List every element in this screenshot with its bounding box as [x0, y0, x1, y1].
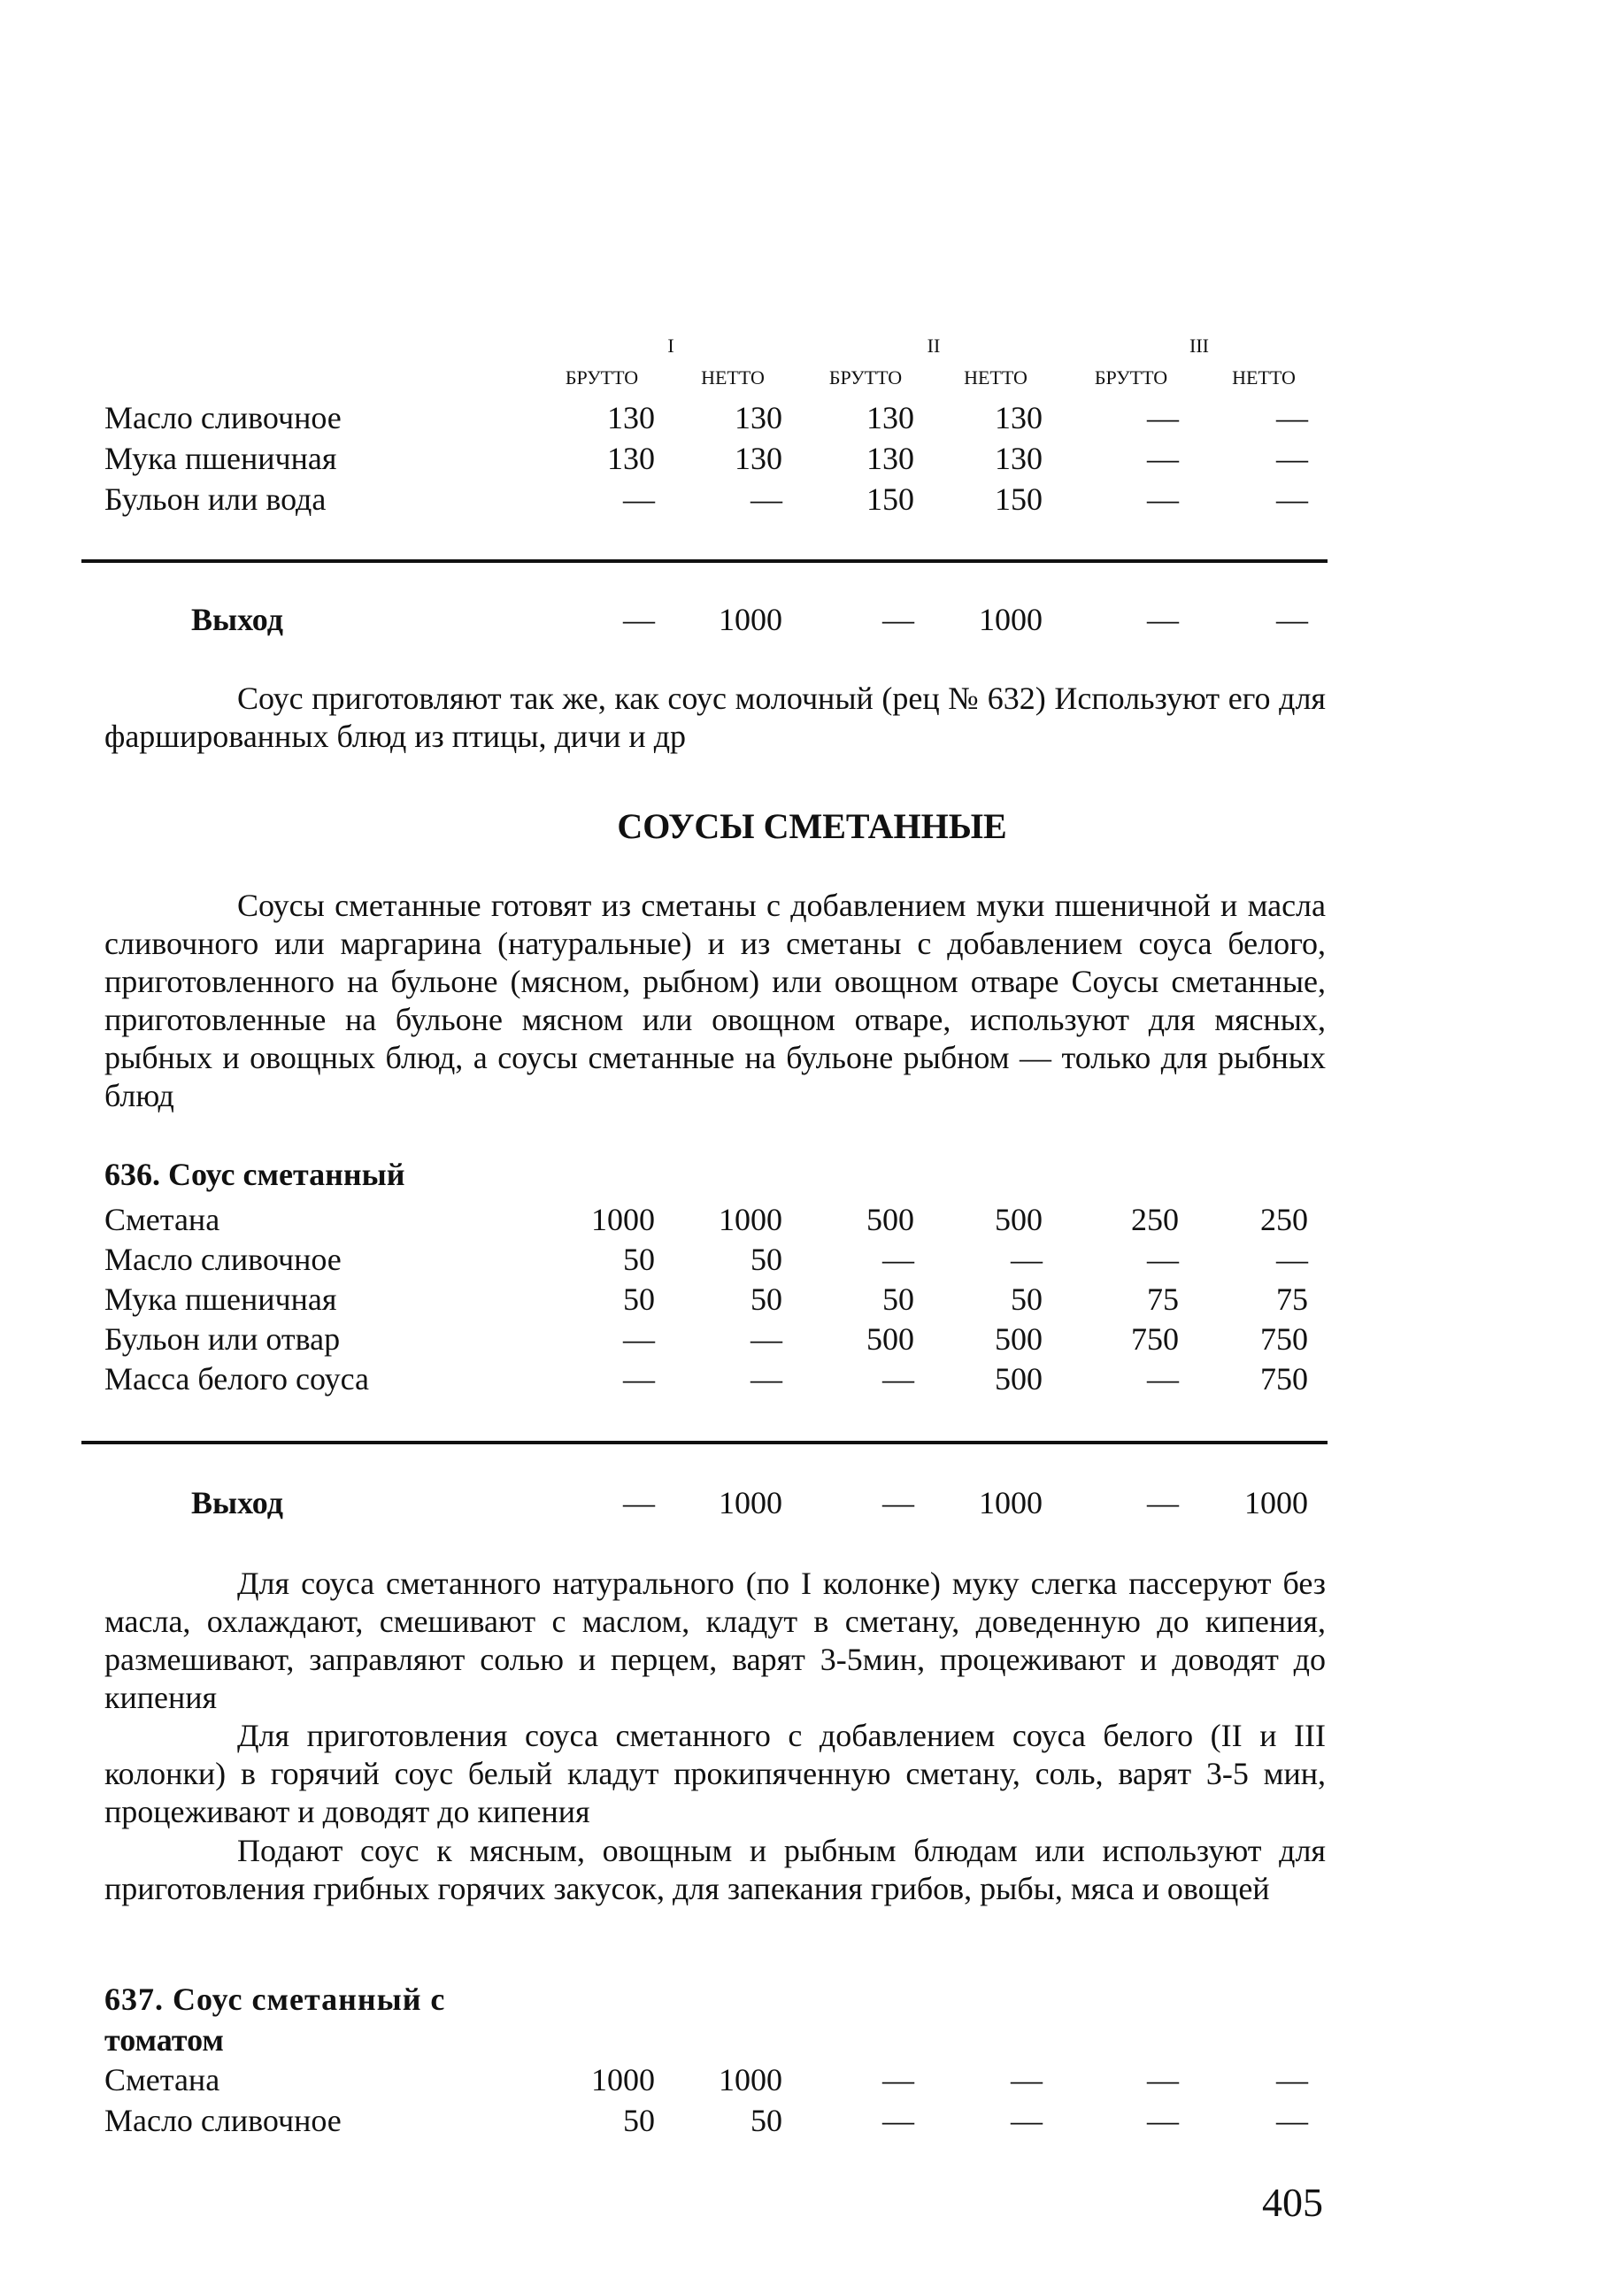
column-header: НЕТТО: [701, 366, 765, 389]
table-cell: 1000: [591, 2062, 655, 2097]
table-cell: 1000: [719, 2062, 782, 2097]
table-cell: —: [1276, 400, 1308, 435]
table-row: [0, 1238, 1624, 1281]
ingredient-name: Масло сливочное: [104, 2103, 342, 2138]
table-cell: 130: [995, 441, 1043, 476]
table-cell: 50: [623, 2103, 655, 2138]
table-cell: 130: [995, 400, 1043, 435]
paragraph: Для соуса сметанного натурального (по I колонке) муку слегка пассеруют без масла, охлаждают, смешивают с маслом, кладут в сметану, доведенную до кипения, размешивают, заправляют солью и перцем, варят 3-5мин, процеживают и доводят до кипения: [104, 1566, 1326, 1715]
table-cell: 250: [1260, 1202, 1308, 1237]
table-cell: —: [1147, 602, 1179, 637]
table-cell: —: [1147, 400, 1179, 435]
ingredient-name: Масло сливочное: [104, 400, 342, 435]
ingredient-name: Сметана: [104, 2062, 220, 2097]
table-cell: 130: [735, 441, 782, 476]
column-header: НЕТТО: [964, 366, 1028, 389]
table-cell: —: [623, 1485, 655, 1520]
table-cell: 500: [995, 1321, 1043, 1357]
table-cell: 75: [1276, 1281, 1308, 1317]
table-cell: —: [1011, 1242, 1043, 1277]
table-cell: —: [882, 2103, 914, 2138]
paragraph: Соус приготовляют так же, как соус молочный (рец № 632) Используют его для фаршированных блюд из птицы, дичи и др: [104, 681, 1326, 754]
column-header: БРУТТО: [1094, 366, 1168, 389]
table-row: [0, 1278, 1624, 1320]
table-cell: 500: [995, 1361, 1043, 1397]
table-cell: 750: [1260, 1361, 1308, 1397]
table-cell: —: [882, 2062, 914, 2097]
table-cell: 50: [623, 1242, 655, 1277]
table-cell: 50: [750, 1281, 782, 1317]
table-cell: 1000: [979, 1485, 1043, 1520]
table-cell: —: [1276, 2103, 1308, 2138]
table-cell: —: [1147, 481, 1179, 517]
table-cell: 1000: [719, 1485, 782, 1520]
table-cell: —: [750, 1361, 782, 1397]
table-cell: —: [750, 1321, 782, 1357]
column-header: БРУТТО: [565, 366, 639, 389]
roman-numeral-i: I: [667, 335, 674, 357]
table-cell: 1000: [719, 602, 782, 637]
table-cell: —: [882, 602, 914, 637]
page-number: 405: [1262, 2180, 1323, 2225]
ingredient-name: Масса белого соуса: [104, 1361, 370, 1397]
table-cell: —: [1147, 2103, 1179, 2138]
table-row: [0, 437, 1624, 480]
ingredient-name: Бульон или вода: [104, 481, 327, 517]
table-row: [0, 1358, 1624, 1400]
table-cell: 750: [1131, 1321, 1179, 1357]
table-cell: 130: [866, 441, 914, 476]
roman-numeral-ii: II: [927, 335, 941, 357]
ingredient-name: Мука пшеничная: [104, 441, 337, 476]
table-cell: —: [1011, 2103, 1043, 2138]
table-row: [0, 478, 1624, 520]
table-cell: 500: [866, 1321, 914, 1357]
table-cell: —: [882, 1485, 914, 1520]
recipe-title-continued: томатом: [104, 2022, 224, 2058]
paragraph: Для приготовления соуса сметанного с добавлением соуса белого (II и III колонки) в горячий соус белый кладут прокипяченную сметану, соль, варят 3-5 мин, процеживают и доводят до кипения: [104, 1718, 1326, 1829]
table-cell: 150: [866, 481, 914, 517]
table-cell: —: [1276, 441, 1308, 476]
table-rule: [81, 559, 1328, 563]
table-cell: 250: [1131, 1202, 1179, 1237]
table-cell: 500: [995, 1202, 1043, 1237]
yield-row: [0, 598, 1624, 641]
table-cell: 130: [866, 400, 914, 435]
table-cell: —: [623, 1321, 655, 1357]
ingredient-name: Бульон или отвар: [104, 1321, 341, 1357]
table-cell: —: [1276, 1242, 1308, 1277]
yield-label: Выход: [191, 602, 283, 637]
table-cell: —: [1147, 2062, 1179, 2097]
table-cell: —: [1147, 1242, 1179, 1277]
yield-row: [0, 1481, 1624, 1524]
column-header: БРУТТО: [828, 366, 903, 389]
table-cell: 50: [750, 1242, 782, 1277]
table-cell: —: [623, 602, 655, 637]
table-cell: 1000: [591, 1202, 655, 1237]
ingredient-name: Мука пшеничная: [104, 1281, 337, 1317]
table-row: [0, 2099, 1624, 2142]
recipe-title: 636. Соус сметанный: [104, 1157, 405, 1192]
section-heading: СОУСЫ СМЕТАННЫЕ: [617, 806, 1007, 846]
paragraph: Подают соус к мясным, овощным и рыбным блюдам или используют для приготовления грибных горячих закусок, для запекания грибов, рыбы, мяса и овощей: [104, 1833, 1326, 1906]
paragraph: Соусы сметанные готовят из сметаны с добавлением муки пшеничной и масла сливочного или маргарина (натуральные) и из сметаны с добавлением соуса белого, приготовленного на бульоне (мясном, рыбном) или овощном отваре Соусы сметанные, приготовленные на бульоне мясном или овощном отваре, используют для мясных, рыбных и овощных блюд, а соусы сметанные на бульоне рыбном — только для рыбных блюд: [104, 888, 1326, 1113]
table-cell: —: [750, 481, 782, 517]
column-header: НЕТТО: [1232, 366, 1296, 389]
table-cell: 75: [1147, 1281, 1179, 1317]
table-cell: 1000: [1244, 1485, 1308, 1520]
table-cell: 50: [882, 1281, 914, 1317]
table-cell: 1000: [979, 602, 1043, 637]
recipe-title: 637. Соус сметанный с: [104, 1982, 446, 2017]
table-cell: 50: [1011, 1281, 1043, 1317]
table-cell: 750: [1260, 1321, 1308, 1357]
table-cell: 500: [866, 1202, 914, 1237]
table-cell: —: [1276, 2062, 1308, 2097]
table-cell: 150: [995, 481, 1043, 517]
table-cell: —: [623, 1361, 655, 1397]
table-cell: —: [1276, 481, 1308, 517]
table-cell: 130: [607, 441, 655, 476]
table-row: [0, 1318, 1624, 1360]
table-rule: [81, 1441, 1328, 1444]
roman-numeral-iii: III: [1189, 335, 1209, 357]
table-cell: —: [623, 481, 655, 517]
table-cell: —: [1147, 441, 1179, 476]
ingredient-name: Масло сливочное: [104, 1242, 342, 1277]
table-cell: 50: [623, 1281, 655, 1317]
table-cell: —: [882, 1242, 914, 1277]
table-cell: —: [1147, 1361, 1179, 1397]
table-cell: 1000: [719, 1202, 782, 1237]
table-cell: —: [1276, 602, 1308, 637]
table-cell: 130: [607, 400, 655, 435]
table-cell: —: [1147, 1485, 1179, 1520]
ingredient-name: Сметана: [104, 1202, 220, 1237]
table-row: [0, 396, 1624, 439]
table-cell: —: [882, 1361, 914, 1397]
table-cell: 130: [735, 400, 782, 435]
table-cell: 50: [750, 2103, 782, 2138]
table-row: [0, 1198, 1624, 1241]
yield-label: Выход: [191, 1485, 283, 1520]
table-cell: —: [1011, 2062, 1043, 2097]
table-row: [0, 2059, 1624, 2101]
